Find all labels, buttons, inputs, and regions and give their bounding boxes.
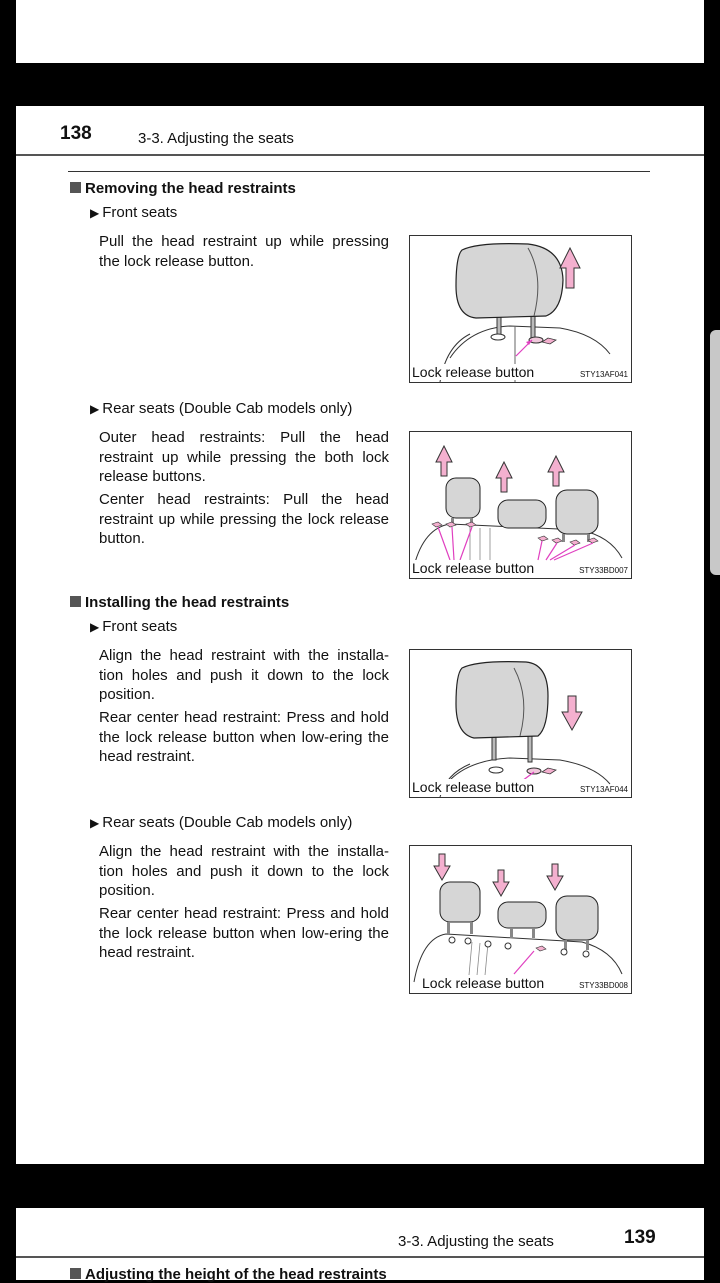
front-headrest-install-illustration [410,650,631,797]
figure-code: STY13AF044 [579,785,628,794]
content-divider [68,171,650,172]
installing-rear-text: Align the head restraint with the installa-tion holes and push it down to the lock position. [99,843,389,899]
installing-rear-label: ▶ Rear seats (Double Cab models only) [90,814,353,831]
figure-caption: Lock release button [412,560,535,576]
removing-front-text: Pull the head restraint up while pressing the lock release button. [99,233,389,270]
removing-rear-text-outer: Outer head restraints: Pull the head restraint up while pressing the both lock release buttons. [99,429,389,485]
removing-rear-text-center: Center head restraints: Pull the head restraint up while pressing the lock release button. [99,491,389,547]
removing-front-label: ▶ Front seats [90,204,178,221]
figure-caption: Lock release button [422,975,545,991]
front-headrest-remove-illustration [410,236,631,382]
triangle-bullet-icon: ▶ [90,620,100,634]
installing-heading: Installing the head restraints [70,594,289,611]
page-number: 138 [60,123,92,144]
scrollbar-thumb[interactable] [710,330,720,575]
rear-headrest-remove-illustration [410,432,631,578]
section-marker-icon [70,596,81,607]
section-marker-icon [70,1268,81,1279]
next-heading: Adjusting the height of the head restraints [70,1266,387,1283]
section-title: 3-3. Adjusting the seats [138,130,294,147]
figure-caption: Lock release button [412,364,535,380]
installing-rear-text-center: Rear center head restraint: Press and hold the lock release button when low-ering the head restraint. [99,905,389,961]
section-marker-icon [70,182,81,193]
installing-front-text: Align the head restraint with the installa-tion holes and push it down to the lock position. [99,647,389,703]
figure-code: STY33BD008 [579,981,628,990]
figure-code: STY13AF041 [579,370,628,379]
triangle-bullet-icon: ▶ [90,816,100,830]
figure-remove-rear [409,431,632,579]
page-139 [16,1208,704,1283]
triangle-bullet-icon: ▶ [90,402,100,416]
rear-headrest-install-illustration [410,846,631,993]
removing-heading: Removing the head restraints [70,180,296,197]
figure-install-rear [409,845,632,994]
figure-code: STY33BD007 [579,566,628,575]
previous-page-bottom [16,0,704,63]
next-section-title: 3-3. Adjusting the seats [398,1233,554,1250]
next-header-divider [16,1256,704,1258]
figure-install-front [409,649,632,798]
installing-front-label: ▶ Front seats [90,618,178,635]
header-divider [16,154,704,156]
next-page-number: 139 [624,1227,656,1248]
page-138 [16,106,704,1164]
installing-front-text-center: Rear center head restraint: Press and hold the lock release button when low-ering the head restraint. [99,709,389,765]
figure-caption: Lock release button [412,779,535,795]
figure-remove-front [409,235,632,383]
removing-rear-label: ▶ Rear seats (Double Cab models only) [90,400,353,417]
triangle-bullet-icon: ▶ [90,206,100,220]
